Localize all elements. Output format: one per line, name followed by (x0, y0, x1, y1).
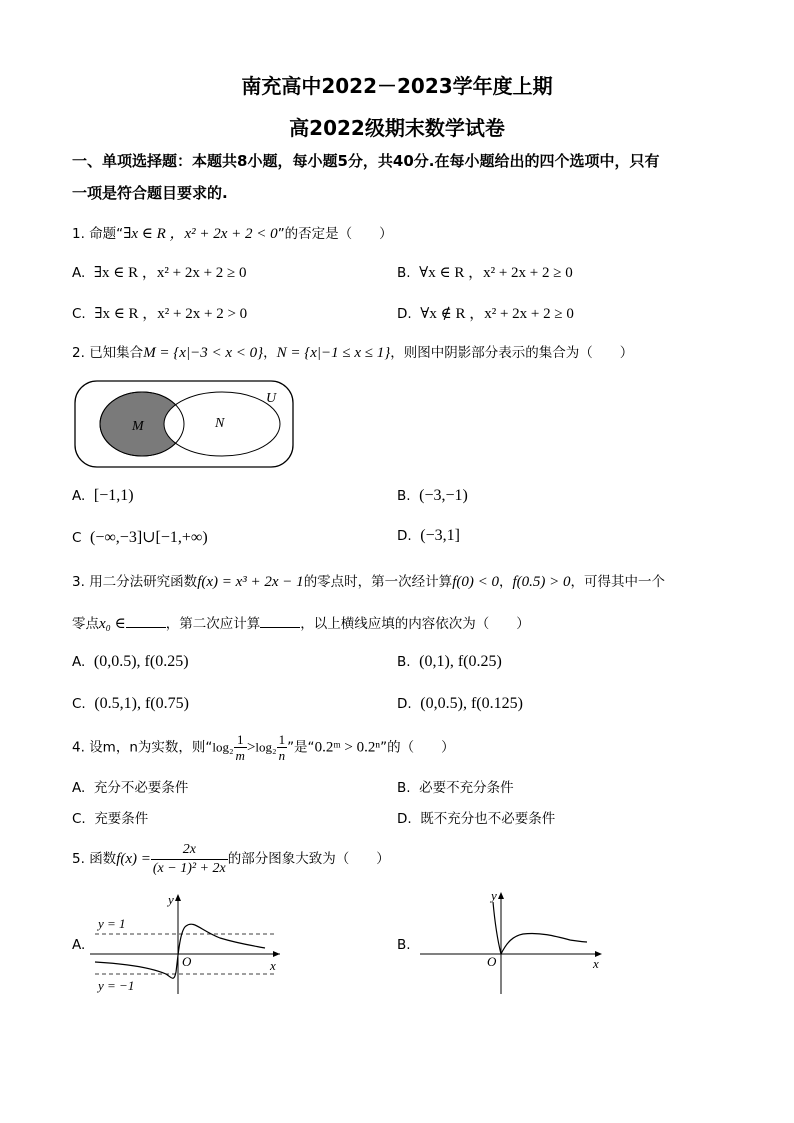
option-text: [−1,1) (93, 487, 134, 504)
option-label: B. (397, 265, 411, 281)
option-text: 充要条件 (94, 811, 149, 827)
question-math: ∃x ∈ R ，x² + 2x + 2 < 0 (123, 226, 278, 242)
option-text: 充分不必要条件 (93, 780, 189, 796)
q5-option-a-label[interactable]: A. (72, 937, 86, 953)
function-name: f(x) = (116, 851, 151, 867)
x-axis-arrow (273, 951, 280, 957)
option-label: C (72, 530, 82, 546)
label-y: y (491, 890, 497, 903)
option-text: (0.5,1), f(0.75) (94, 695, 189, 712)
option-label: A. (72, 265, 86, 281)
question-3 (72, 570, 665, 591)
condition-1: f(0) < 0 (452, 574, 499, 590)
option-label: B. (397, 654, 411, 670)
q4-option-b[interactable] (397, 776, 514, 796)
curve-b-right (501, 933, 587, 954)
graph-b (415, 890, 610, 1000)
question-number: 4. (72, 739, 85, 756)
q4-option-c[interactable] (72, 807, 148, 827)
question-4 (72, 732, 455, 763)
q1-option-d[interactable] (397, 302, 574, 323)
question-text: ”是“ (287, 739, 315, 756)
option-text: (0,0.5), f(0.25) (93, 653, 189, 670)
question-text: 的部分图象大致为（ ） (227, 851, 390, 867)
separator: ， (498, 574, 513, 590)
question-text: 函数 (89, 851, 117, 867)
label-origin: O (487, 954, 497, 969)
answer-blank-2[interactable] (260, 615, 300, 628)
exam-subtitle: 高2022级期末数学试卷 (289, 116, 505, 140)
q1-option-b[interactable] (397, 261, 573, 282)
zero-point: x₀ ∈ (99, 616, 126, 632)
q2-option-a[interactable] (72, 487, 134, 505)
q3-option-b[interactable] (397, 653, 502, 671)
power-inequality: 0.2ᵐ > 0.2ⁿ (314, 739, 381, 756)
question-text: ，可得其中一个 (570, 574, 665, 590)
question-5 (72, 839, 390, 879)
option-text: (−3,−1) (419, 487, 468, 504)
question-text: ，则图中阴影部分表示的集合为（ ） (390, 345, 634, 361)
question-text: ”的否定是（ ） (277, 226, 393, 242)
log-base: log₂ (212, 739, 234, 755)
set-m: M = {x|−3 < x < 0} (143, 345, 264, 361)
exam-title: 南充高中2022－2023学年度上期 (241, 74, 553, 98)
question-func: f(x) = x³ + 2x − 1 (197, 574, 304, 590)
question-2 (72, 341, 633, 362)
option-text: (0,0.5), f(0.125) (420, 695, 523, 712)
frac-num: 1 (234, 732, 247, 748)
label-x: x (270, 958, 276, 973)
option-label: A. (72, 488, 86, 504)
venn-diagram (70, 378, 300, 472)
q2-option-c[interactable] (72, 527, 208, 547)
option-label: D. (397, 811, 412, 827)
set-n: N = {x|−1 ≤ x ≤ 1} (276, 345, 391, 361)
question-text: ，以上横线应填的内容依次为（ ） (300, 616, 530, 632)
question-3-line2 (72, 612, 530, 633)
question-text: 设m，n为实数，则“ (89, 739, 213, 756)
function-fraction (151, 841, 228, 878)
question-number: 1. (72, 226, 85, 242)
fraction-1-over-n (277, 732, 288, 763)
separator: ， (263, 345, 277, 361)
q4-option-a[interactable] (72, 776, 188, 796)
section-heading-line2: 一项是符合题目要求的. (72, 184, 228, 202)
option-label: C. (72, 811, 86, 827)
option-label: B. (397, 488, 411, 504)
label-x: x (593, 956, 599, 971)
label-n: N (215, 416, 225, 431)
option-label: D. (397, 306, 412, 322)
option-label: A. (72, 654, 86, 670)
q5-option-b-label[interactable]: B. (397, 937, 411, 953)
question-1 (72, 222, 393, 243)
option-text: ∃x ∈ R ，x² + 2x + 2 ≥ 0 (93, 265, 247, 281)
option-label: C. (72, 306, 86, 322)
option-label: B. (397, 780, 411, 796)
y-axis-arrow (175, 894, 181, 901)
fraction-1-over-m (234, 732, 247, 763)
label-m: M (132, 419, 144, 434)
question-text: ，第二次应计算 (165, 616, 261, 632)
option-text: ∀x ∈ R ，x² + 2x + 2 ≥ 0 (419, 265, 573, 281)
question-text: 已知集合 (89, 345, 144, 361)
option-text: (−3,1] (420, 527, 460, 544)
option-label: C. (72, 696, 86, 712)
graph-a (90, 890, 290, 1000)
section-heading-line1: 一、单项选择题：本题共8小题，每小题5分，共40分.在每小题给出的四个选项中，只有 (72, 152, 660, 170)
label-u: U (266, 391, 277, 406)
q3-option-d[interactable] (397, 695, 523, 713)
option-text: 既不充分也不必要条件 (420, 811, 556, 827)
question-text: 的零点时，第一次经计算 (303, 574, 453, 590)
frac-den: (x − 1)² + 2x (152, 860, 226, 876)
option-text: (0,1), f(0.25) (419, 653, 502, 670)
q4-option-d[interactable] (397, 807, 555, 827)
curve-b-left (493, 902, 501, 954)
frac-num: 1 (278, 732, 286, 747)
label-origin: O (182, 954, 192, 969)
q3-option-a[interactable] (72, 653, 189, 671)
option-text: ∀x ∉ R ，x² + 2x + 2 ≥ 0 (420, 306, 574, 322)
question-text: 命题“ (89, 226, 124, 242)
y-axis-arrow (498, 892, 504, 899)
greater-than: > (246, 739, 256, 756)
question-number: 2. (72, 345, 85, 361)
frac-den: m (235, 748, 245, 763)
option-label: A. (72, 780, 86, 796)
answer-blank-1[interactable] (126, 615, 166, 628)
q2-option-b[interactable] (397, 487, 468, 505)
log-base: log₂ (255, 739, 277, 755)
frac-num: 2x (151, 841, 228, 860)
label-y-equals-1: y = 1 (98, 916, 126, 931)
curve-a (95, 924, 265, 978)
option-text: 必要不充分条件 (419, 780, 514, 796)
q1-option-c[interactable] (72, 302, 247, 323)
option-text: ∃x ∈ R ，x² + 2x + 2 > 0 (94, 306, 248, 322)
question-number: 3. (72, 574, 85, 590)
q3-option-c[interactable] (72, 695, 189, 713)
option-text: (−∞,−3]∪[−1,+∞) (90, 529, 208, 546)
q1-option-a[interactable] (72, 261, 247, 282)
q2-option-d[interactable] (397, 527, 460, 545)
label-y-equals-neg1: y = −1 (98, 978, 135, 993)
option-label: D. (397, 528, 412, 544)
label-y: y (168, 892, 174, 907)
frac-den: n (278, 748, 286, 763)
question-text: ”的（ ） (380, 739, 455, 756)
condition-2: f(0.5) > 0 (512, 574, 571, 590)
question-text: 用二分法研究函数 (89, 574, 198, 590)
option-label: D. (397, 696, 412, 712)
question-number: 5. (72, 851, 85, 867)
question-text: 零点 (72, 616, 99, 632)
